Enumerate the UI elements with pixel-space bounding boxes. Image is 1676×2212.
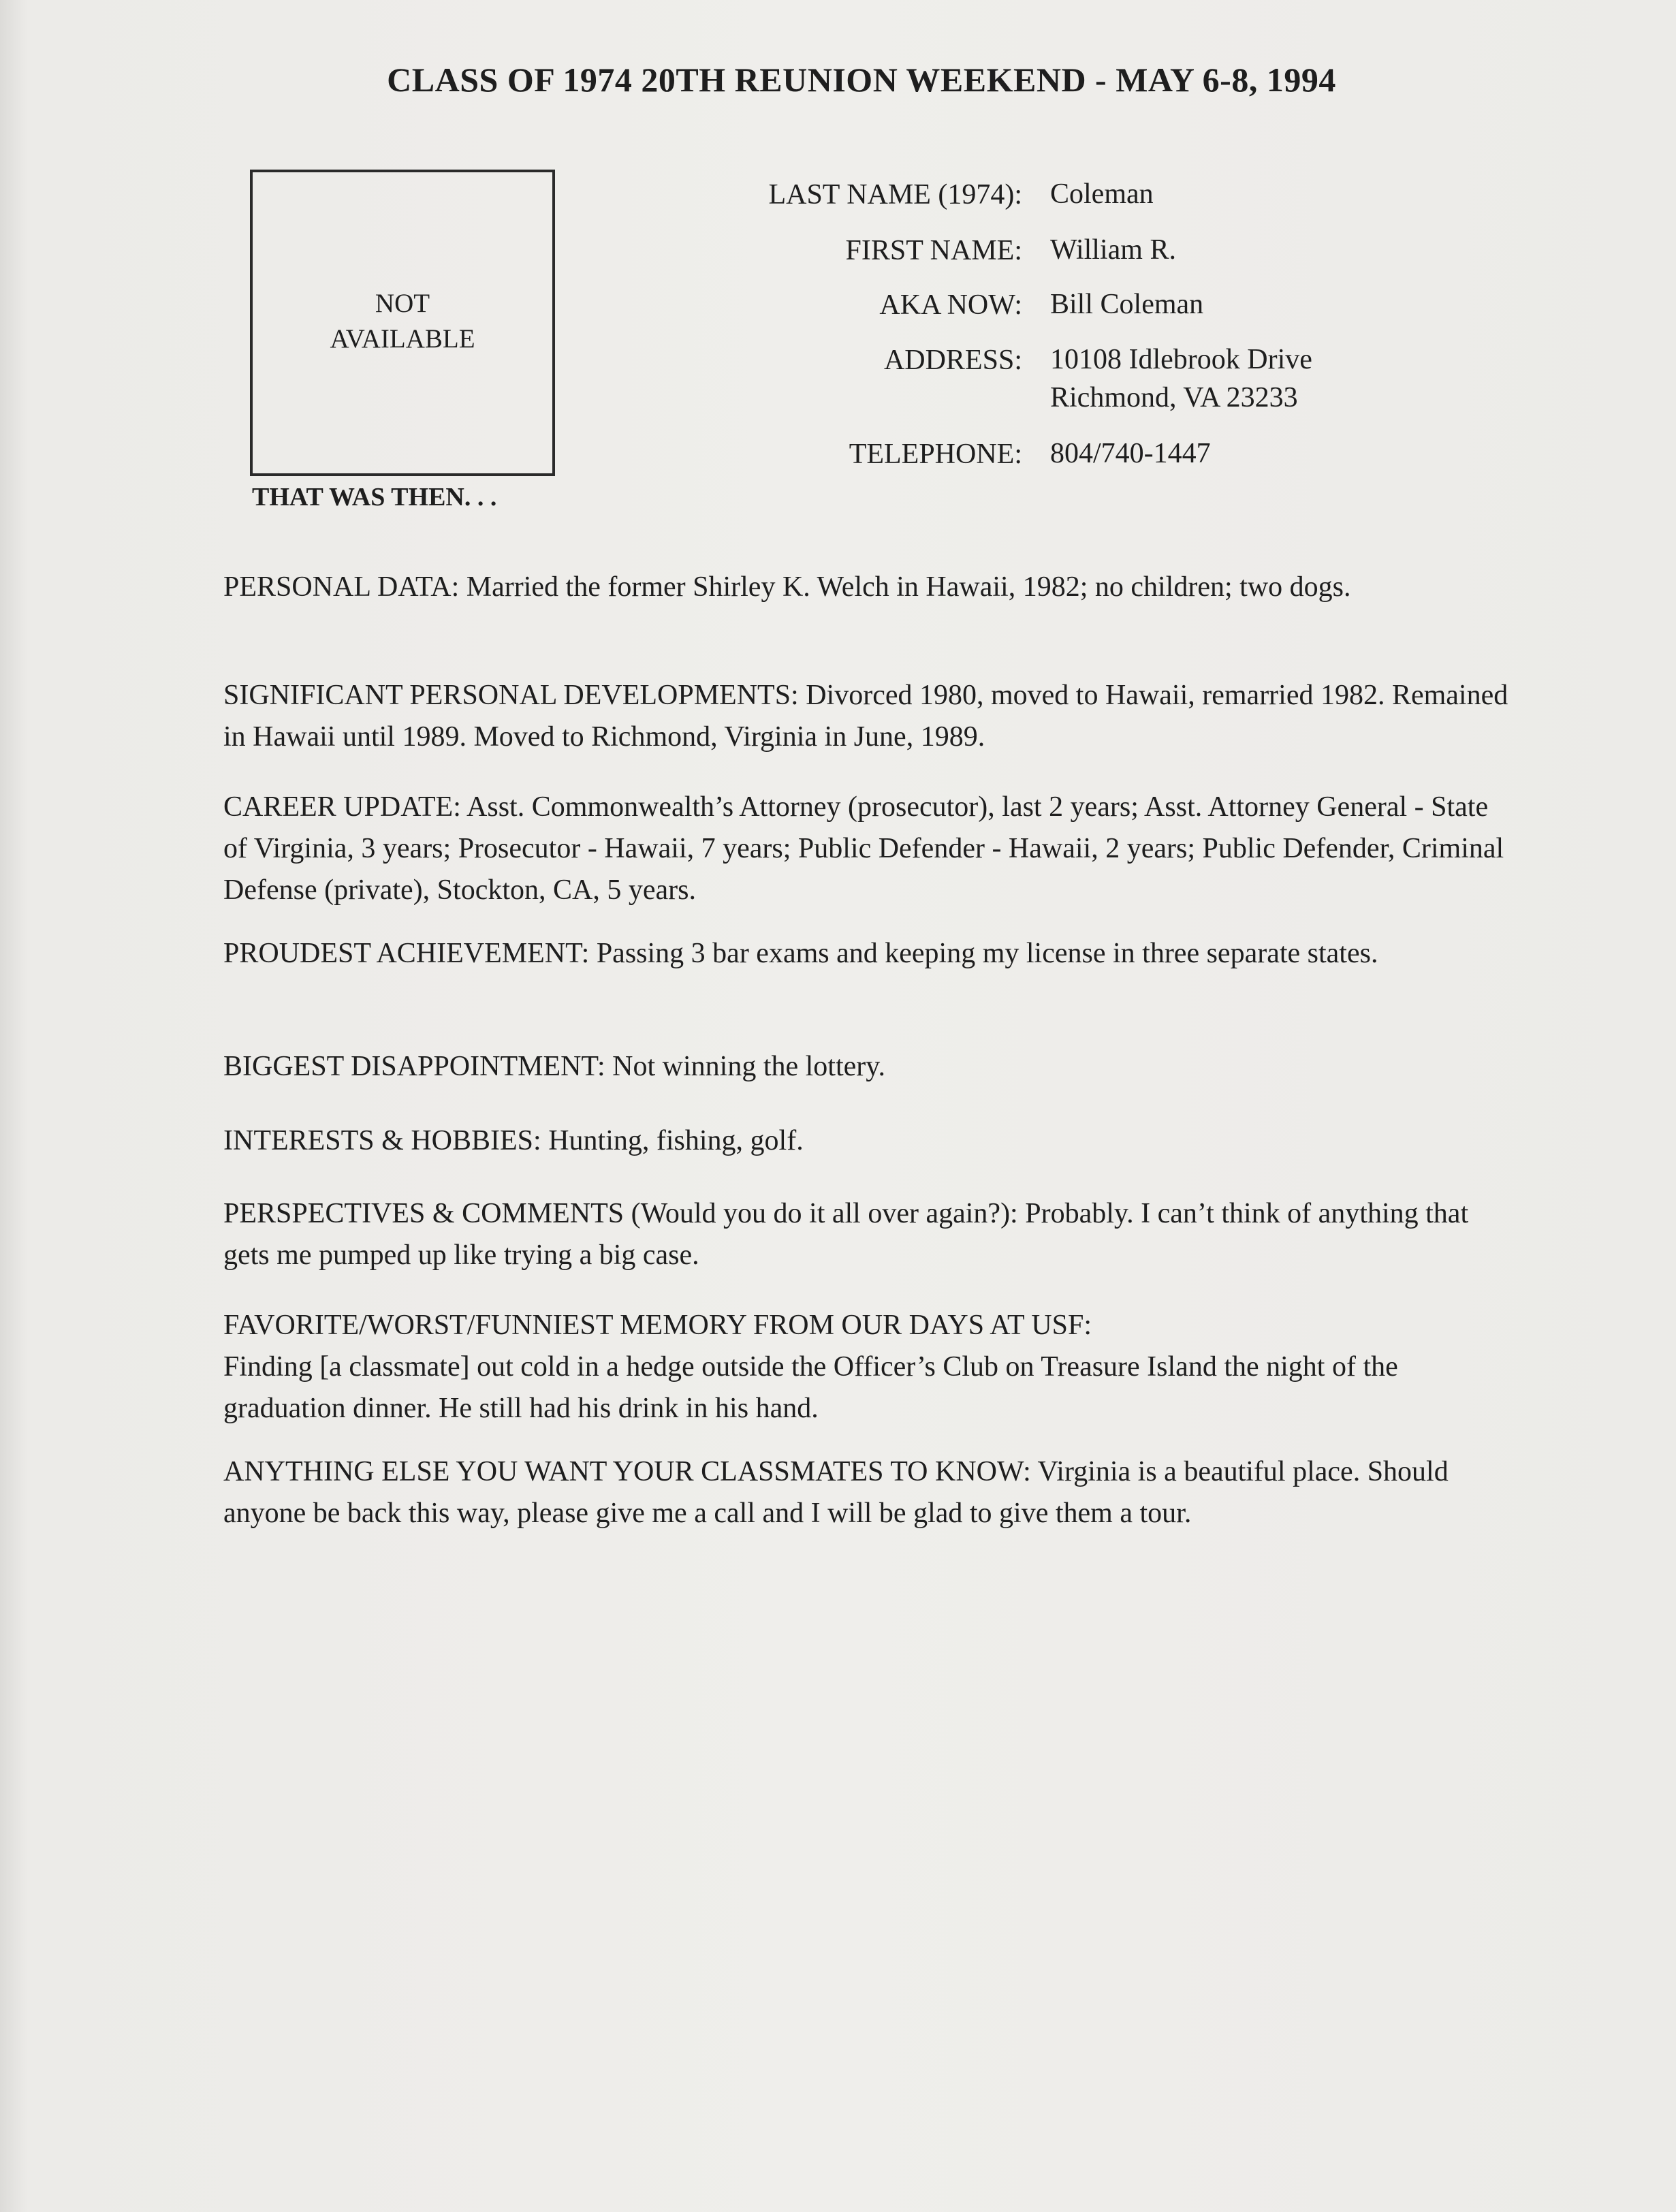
photo-placeholder	[250, 170, 555, 476]
disappointment-section: BIGGEST DISAPPOINTMENT: Not winning the lottery.	[223, 1051, 886, 1082]
first-name-label: FIRST NAME:	[845, 235, 1022, 266]
photo-text-line1: NOT	[375, 289, 430, 318]
telephone-label: TELEPHONE:	[849, 439, 1022, 470]
address-line2: Richmond, VA 23233	[1050, 382, 1298, 413]
address-value	[1050, 341, 1312, 417]
career-section: CAREER UPDATE: Asst. Commonwealth’s Attorney (prosecutor), last 2 years; Asst. Attorney General - State of Virginia, 3 years; Prosecutor - Hawaii, 7 years; Public Defender - Hawaii, 2 years; Public Defender, Criminal Defense (private), Stockton, CA, 5 years.	[223, 791, 1504, 906]
photo-text-line2: AVAILABLE	[330, 324, 475, 353]
aka-value: Bill Coleman	[1050, 289, 1204, 320]
address-label: ADDRESS:	[883, 345, 1022, 376]
last-name-label: LAST NAME (1974):	[768, 179, 1022, 210]
developments-section: SIGNIFICANT PERSONAL DEVELOPMENTS: Divorced 1980, moved to Hawaii, remarried 1982. Remained in Hawaii until 1989. Moved to Richmond, Virginia in June, 1989.	[223, 680, 1508, 753]
memory-section	[223, 1305, 1517, 1429]
memory-label: FAVORITE/WORST/FUNNIEST MEMORY FROM OUR DAYS AT USF:	[223, 1310, 1092, 1341]
photo-placeholder-text	[253, 286, 552, 357]
address-line1: 10108 Idlebrook Drive	[1050, 344, 1312, 375]
photo-caption: THAT WAS THEN. . .	[252, 483, 497, 511]
first-name-value: William R.	[1050, 234, 1176, 266]
hobbies-section: INTERESTS & HOBBIES: Hunting, fishing, golf.	[223, 1125, 804, 1156]
telephone-value: 804/740-1447	[1050, 438, 1211, 469]
page-title: CLASS OF 1974 20TH REUNION WEEKEND - MAY 6-8, 1994	[387, 61, 1336, 99]
last-name-value: Coleman	[1050, 178, 1154, 210]
personal-data-section: PERSONAL DATA: Married the former Shirley K. Welch in Hawaii, 1982; no children; two dogs.	[223, 571, 1351, 603]
memory-text: Finding [a classmate] out cold in a hedge outside the Officer’s Club on Treasure Island the night of the graduation dinner. He still had his drink in his hand.	[223, 1351, 1398, 1424]
perspectives-section: PERSPECTIVES & COMMENTS (Would you do it all over again?): Probably. I can’t think of anything that gets me pumped up like trying a big case.	[223, 1198, 1469, 1271]
aka-label: AKA NOW:	[879, 289, 1022, 321]
achievement-section: PROUDEST ACHIEVEMENT: Passing 3 bar exams and keeping my license in three separate states.	[223, 938, 1378, 969]
anything-else-section: ANYTHING ELSE YOU WANT YOUR CLASSMATES TO KNOW: Virginia is a beautiful place. Should anyone be back this way, please give me a call and I will be glad to give them a tour.	[223, 1456, 1449, 1529]
